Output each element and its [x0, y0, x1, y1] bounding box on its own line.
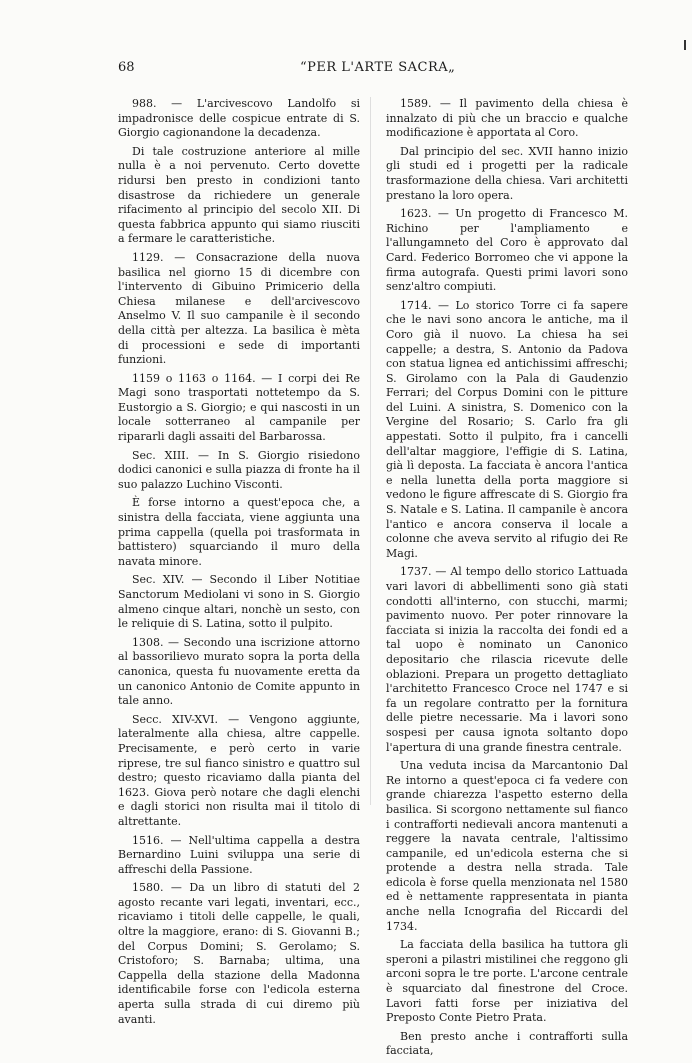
paragraph: 1516. — Nell'ultima cappella a destra Bernardino Luini sviluppa una serie di affreschi della Passione.	[118, 833, 360, 876]
paragraph: Sec. XIII. — In S. Giorgio risiedono dodici canonici e sulla piazza di fronte ha il suo palazzo Luchino Visconti.	[118, 448, 360, 491]
paragraph: 1623. — Un progetto di Francesco M. Richino per l'ampliamento e l'allungamneto del Coro è approvato dal Card. Federico Borromeo che vi appone la firma autografa. Questi primi lavori sono senz'altro compiuti.	[386, 207, 628, 294]
paragraph: Sec. XIV. — Secondo il Liber Notitiae Sanctorum Mediolani vi sono in S. Giorgio almeno cinque altari, nonchè un sesto, con le reliquie di S. Latina, sotto il pulpito.	[118, 573, 360, 631]
paragraph: 1714. — Lo storico Torre ci fa sapere che le navi sono ancora le antiche, ma il Coro già il nuovo. La chiesa ha sei cappelle; a destra, S. Antonio da Padova con statua lignea ed antichissimi affreschi; S. Girolamo con la Pala di Gaudenzio Ferrari; del Corpus Domini con le pitture del Luini. A sinistra, S. Domenico con la Vergine del Rosario; S. Carlo fra gli appestati. Sotto il pulpito, fra i cancelli dell'altar maggiore, l'effigie di S. Latina, già lì deposta. La facciata è ancora l'antica e nella lunetta della porta maggiore si vedono le figure affrescate di S. Giorgio fra S. Natale e S. Latina. Il campanile è ancora l'antico e ancora conserva il locale a colonne che aveva servito al rifugio dei Re Magi.	[386, 298, 628, 560]
paragraph: 1580. — Da un libro di statuti del 2 agosto recante vari legati, inventari, ecc., ricaviamo i titoli delle cappelle, le quali, oltre la maggiore, erano: di S. Giovanni B.; del Corpus Domini; S. Gerolamo; S. Cristoforo; S. Barnaba; ultima, una Cappella della stazione della Madonna identificabile forse con l'edicola esterna aperta sulla strada di cui diremo più avanti.	[118, 881, 360, 1026]
paragraph: 1589. — Il pavimento della chiesa è innalzato di più che un braccio e qualche modificazione è apportata al Coro.	[386, 97, 628, 140]
paragraph: Ben presto anche i contrafforti sulla facciata,	[386, 1029, 628, 1058]
paragraph: La facciata della basilica ha tuttora gli speroni a pilastri mistilinei che reggono gli arconi sopra le tre porte. L'arcone centrale è squarciato dal finestrone del Croce. Lavori fatti forse per iniziativa del Preposto Conte Pietro Prata.	[386, 938, 628, 1025]
paragraph: È forse intorno a quest'epoca che, a sinistra della facciata, viene aggiunta una prima cappella (quella poi trasformata in battistero) squarciando il muro della navata minore.	[118, 496, 360, 568]
paragraph: 988. — L'arcivescovo Landolfo si impadronisce delle cospicue entrate di S. Giorgio cagionandone la decadenza.	[118, 97, 360, 140]
paragraph: Secc. XIV-XVI. — Vengono aggiunte, lateralmente alla chiesa, altre cappelle. Precisamente, e però certo in varie riprese, tre sul fianco sinistro e quattro sul destro; questo ricaviamo dalla pianta del 1623. Giova però notare che dagli elenchi e dagli storici non risulta mai il titolo di altrettante.	[118, 712, 360, 828]
paragraph: Dal principio del sec. XVII hanno inizio gli studi ed i progetti per la radicale trasformazione della chiesa. Vari architetti prestano la loro opera.	[386, 144, 628, 202]
paragraph: 1159 o 1163 o 1164. — I corpi dei Re Magi sono trasportati nottetempo da S. Eustorgio a S. Giorgio; e qui nascosti in un locale sotterraneo al campanile per ripararli dagli assaiti del Barbarossa.	[118, 371, 360, 444]
left-column	[118, 97, 360, 1031]
paragraph: Di tale costruzione anteriore al mille nulla è a noi pervenuto. Certo dovette ridursi ben presto in condizioni tanto disastrose da richiedere un generale rifacimento al principio del secolo XII. Di questa fabbrica appunto qui siamo riusciti a fermare le caratteristiche.	[118, 144, 360, 246]
column-divider	[370, 97, 371, 805]
paragraph: 1737. — Al tempo dello storico Lattuada vari lavori di abbellimenti sono già stati condotti all'interno, con stucchi, marmi; pavimento nuovo. Per poter rinnovare la facciata si inizia la raccolta dei fondi ed a tal uopo è nominato un Canonico depositario che rilascia ricevute delle oblazioni. Prepara un progetto dettagliato l'architetto Francesco Croce nel 1747 e si fa un regolare contratto per la fornitura delle pietre necessarie. Ma i lavori sono sospesi per causa ignota soltanto dopo l'apertura di una grande finestra centrale.	[386, 565, 628, 754]
edge-mark	[684, 40, 686, 50]
paragraph: Una veduta incisa da Marcantonio Dal Re intorno a quest'epoca ci fa vedere con grande chiarezza l'aspetto esterno della basilica. Si scorgono nettamente sul fianco i contrafforti nedievali ancora mantenuti a reggere la navata centrale, l'altissimo campanile, ed un'edicola esterna che si protende a destra nella strada. Tale edicola è forse quella menzionata nel 1580 ed è nettamente rappresentata in pianta anche nella Icnografia del Riccardi del 1734.	[386, 759, 628, 933]
page-number: 68	[118, 60, 135, 75]
paragraph: 1129. — Consacrazione della nuova basilica nel giorno 15 di dicembre con l'intervento di Gibuino Primicerio della Chiesa milanese e dell'arcivescovo Anselmo V. Il suo campanile è il secondo della città per altezza. La basilica è mèta di processioni e sede di importanti funzioni.	[118, 250, 360, 367]
running-title: “PER L'ARTE SACRA„	[300, 60, 456, 75]
right-column	[386, 97, 628, 1063]
paragraph: 1308. — Secondo una iscrizione attorno al bassorilievo murato sopra la porta della canonica, questa fu nuovamente eretta da un canonico Antonio de Comite appunto in tale anno.	[118, 635, 360, 708]
